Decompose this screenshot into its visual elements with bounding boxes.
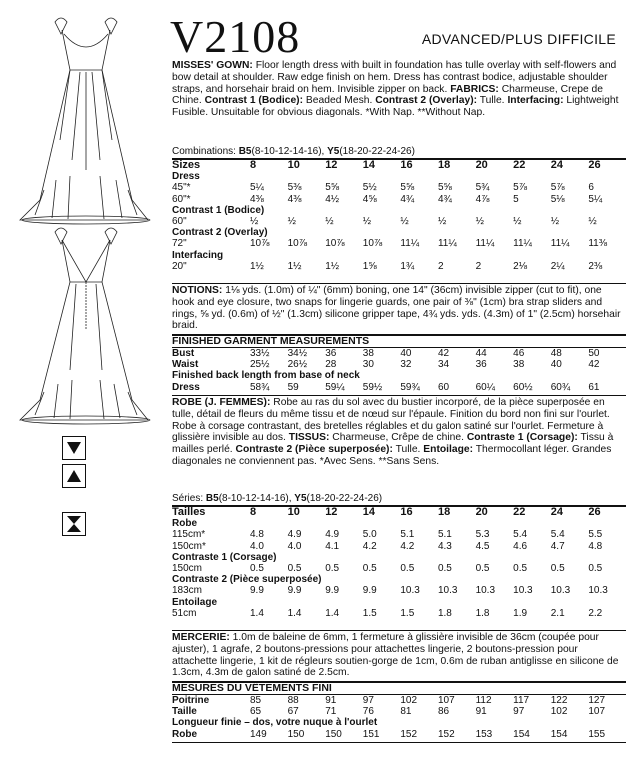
table-cell: Contraste 2 (Pièce superposée)	[172, 574, 322, 586]
table-row	[172, 695, 626, 706]
table-cell: 12	[325, 506, 338, 519]
table-cell: 1¾	[400, 260, 415, 272]
table-cell: 20	[475, 506, 488, 519]
table-cell: 9.9	[362, 585, 377, 597]
table-row	[172, 194, 626, 205]
table-cell: 4¾	[400, 193, 415, 205]
table-cell: 150	[287, 728, 305, 740]
table-cell: 0.5	[362, 563, 377, 575]
en-c1-label: Contrast 1 (Bodice):	[204, 95, 304, 107]
table-cell: Robe	[172, 518, 197, 530]
table-cell: 152	[437, 728, 455, 740]
table-cell: Robe	[172, 728, 197, 740]
table-row	[172, 518, 626, 529]
table-cell: 5⅝	[400, 182, 415, 194]
table-row	[172, 729, 626, 740]
table-cell: 4.8	[588, 540, 603, 552]
table-cell: 60½	[513, 381, 533, 393]
table-row	[172, 563, 626, 574]
table-cell: ½	[362, 216, 372, 228]
table-cell: 60¼	[475, 381, 496, 393]
en-fabrics: Charmeuse, Crepe de Chine.	[172, 83, 603, 107]
table-cell: 18	[437, 506, 451, 519]
table-cell: 5.1	[437, 529, 452, 541]
table-cell: 5¼	[588, 193, 603, 205]
table-cell: 10.3	[513, 585, 533, 597]
table-cell: 11¼	[437, 238, 457, 250]
table-cell: 9.9	[250, 585, 264, 597]
table-cell: 88	[287, 695, 299, 707]
table-row	[172, 706, 626, 717]
table-cell: 44	[475, 348, 487, 360]
table-cell: 97	[362, 695, 374, 707]
table-cell: Sizes	[172, 159, 201, 172]
table-cell: 5.3	[475, 529, 490, 541]
table-cell: 5⅜	[287, 182, 302, 194]
table-cell: 42	[588, 359, 600, 371]
table-cell: 5.4	[513, 529, 528, 541]
table-cell: 150cm*	[172, 540, 206, 552]
table-cell: 60"*	[172, 193, 191, 205]
table-row	[172, 238, 626, 249]
table-cell: 34½	[287, 348, 308, 360]
hourglass-icon	[62, 512, 86, 536]
en-interfacing: Lightweight Fusible. Unsuitable for obvious diagonals. *With Nap. **Without Nap.	[172, 95, 619, 119]
table-cell: 60"	[172, 216, 187, 228]
table-cell: 33½	[250, 348, 270, 360]
table-cell: 1.5	[400, 607, 415, 619]
table-cell: 97	[513, 706, 525, 718]
table-cell: 26	[588, 506, 601, 519]
table-cell: 5.1	[400, 529, 415, 541]
table-cell: ½	[437, 216, 447, 228]
table-cell: 91	[475, 706, 487, 718]
table-cell: 20	[475, 159, 488, 172]
table-cell: Entoilage	[172, 596, 218, 608]
table-cell: 10.3	[437, 585, 458, 597]
table-cell: 107	[588, 706, 606, 718]
finished-measurements-title: FINISHED GARMENT MEASUREMENTS	[172, 335, 370, 347]
gown-front-view	[20, 18, 150, 224]
table-cell: 155	[588, 728, 606, 740]
table-cell: 59¼	[325, 381, 345, 393]
table-cell: 4.6	[513, 540, 528, 552]
table-cell: 5⅝	[325, 182, 340, 194]
table-cell: 4.5	[475, 540, 490, 552]
table-cell: 2	[437, 260, 444, 272]
table-cell: Bust	[172, 348, 195, 360]
table-cell: 4¾	[437, 193, 452, 205]
table-cell: 5⅛	[550, 193, 565, 205]
table-cell: 65	[250, 706, 262, 718]
en-fabrics-label: FABRICS:	[450, 83, 499, 95]
gown-back-view	[20, 228, 150, 424]
table-cell: 60¾	[550, 381, 571, 393]
table-cell: 4.2	[362, 540, 377, 552]
table-cell: 30	[362, 359, 374, 371]
french-measurements-table	[172, 695, 626, 740]
table-cell: Taille	[172, 706, 197, 718]
table-cell: 20"	[172, 260, 187, 272]
table-cell: 4.9	[325, 529, 340, 541]
table-cell: 1.4	[325, 607, 340, 619]
table-cell: 50	[588, 348, 600, 360]
down-triangle-icon	[62, 436, 86, 460]
table-cell: 1.8	[437, 607, 452, 619]
table-row	[172, 507, 626, 518]
table-cell: 16	[400, 506, 413, 519]
table-cell: 40	[400, 348, 412, 360]
table-cell: 0.5	[475, 563, 490, 575]
english-description	[172, 60, 622, 119]
table-cell: 85	[250, 695, 262, 707]
table-cell: 10.3	[400, 585, 420, 597]
table-row	[172, 348, 626, 359]
table-cell: 5.0	[362, 529, 377, 541]
english-yardage-table	[172, 160, 626, 272]
table-cell: 4⅝	[362, 193, 377, 205]
table-cell: 12	[325, 159, 338, 172]
table-cell: 0.5	[513, 563, 528, 575]
en-interfacing-label: Interfacing:	[507, 95, 564, 107]
table-cell: 1½	[250, 260, 264, 272]
table-cell: 4.7	[550, 540, 565, 552]
table-cell: 36	[475, 359, 487, 371]
table-cell: Interfacing	[172, 249, 224, 261]
table-cell: 10	[287, 506, 300, 519]
table-cell: 71	[325, 706, 337, 718]
table-cell: 115cm*	[172, 529, 206, 541]
divider	[172, 395, 626, 396]
table-row	[172, 541, 626, 552]
table-cell: 1.4	[250, 607, 264, 619]
table-cell: 32	[400, 359, 412, 371]
table-cell: 153	[475, 728, 493, 740]
table-cell: 11¼	[400, 238, 420, 250]
table-cell: ½	[250, 216, 259, 228]
table-cell: 0.5	[437, 563, 452, 575]
table-cell: Poitrine	[172, 695, 210, 707]
table-cell: 102	[400, 695, 418, 707]
table-cell: Tailles	[172, 506, 206, 519]
table-cell: 152	[400, 728, 418, 740]
table-cell: 112	[475, 695, 492, 707]
gown-illustrations	[0, 0, 168, 430]
table-cell: 4.0	[287, 540, 302, 552]
table-cell: 4.0	[250, 540, 264, 552]
table-cell: 22	[513, 506, 526, 519]
table-cell: 81	[400, 706, 412, 718]
table-cell: 107	[437, 695, 455, 707]
table-cell: 4.3	[437, 540, 452, 552]
table-cell: 26½	[287, 359, 308, 371]
table-cell: 5⅞	[550, 182, 565, 194]
divider	[172, 283, 626, 284]
table-row	[172, 359, 626, 370]
table-cell: 183cm	[172, 585, 203, 597]
french-mercerie: MERCERIE: 1.0m de baleine de 6mm, 1 fermeture à glissière invisible de 36cm (coupée pour ajuster), 1 agrafe, 2 boutons-pressions pour attachettes lingerie, 2 boutons-pression pour attachette lingerie, 1 kit de régleurs soutien-gorge de 1cm, 0.6m de ruban antiglisse en silicone de 1.3cm, 4.3m de galon satiné de 2.5cm.	[172, 632, 619, 679]
table-cell: ½	[400, 216, 409, 228]
table-cell: 4.9	[287, 529, 302, 541]
table-row	[172, 370, 626, 381]
table-cell: 8	[250, 159, 257, 172]
table-cell: 46	[513, 348, 525, 360]
table-cell: 28	[325, 359, 337, 371]
en-title: MISSES' GOWN:	[172, 60, 253, 71]
table-cell: 102	[550, 706, 568, 718]
table-cell: Contraste 1 (Corsage)	[172, 551, 277, 563]
table-row	[172, 597, 626, 608]
table-cell: 11¼	[513, 238, 532, 250]
table-cell: 76	[362, 706, 374, 718]
table-cell: 59¾	[400, 381, 420, 393]
table-cell: 4⅜	[250, 193, 264, 205]
table-cell: 149	[250, 728, 267, 740]
table-cell: Waist	[172, 359, 199, 371]
table-cell: 150cm	[172, 563, 203, 575]
table-cell: 18	[437, 159, 451, 172]
series-line: Séries: B5(8-10-12-14-16), Y5(18-20-22-24-26)	[172, 493, 383, 504]
table-cell: 154	[550, 728, 568, 740]
table-cell: ½	[475, 216, 484, 228]
table-cell: Longueur finie – dos, votre nuque à l'ourlet	[172, 717, 378, 729]
table-cell: Dress	[172, 381, 200, 393]
english-notions: NOTIONS: 1⅛ yds. (1.0m) of ¼" (6mm) boning, one 14" (36cm) invisible zipper (cut to fit), one hook and eye closure, two snaps for lingerie guards, one pair of ⅜" (1cm) bra strap sliders and rings, ⅝ yd. (0.6m) of ½" (1.3cm) silicone gripper tape, 4¾ yds. yds. (4.3m) of 1" (2.5cm) horsehair braid.	[172, 285, 621, 332]
table-row	[172, 216, 626, 227]
icon-column	[62, 436, 88, 540]
divider	[172, 630, 626, 631]
en-c1: Beaded Mesh.	[305, 95, 373, 107]
table-cell: 2.2	[588, 607, 603, 619]
table-cell: 5¼	[250, 182, 264, 194]
table-cell: 22	[513, 159, 526, 172]
table-cell: 4½	[325, 193, 340, 205]
table-cell: 1.5	[362, 607, 377, 619]
table-row	[172, 574, 626, 585]
table-row	[172, 250, 626, 261]
table-cell: ½	[550, 216, 560, 228]
table-cell: 1.8	[475, 607, 490, 619]
table-cell: 14	[362, 159, 376, 172]
table-cell: 45"*	[172, 182, 191, 194]
table-row	[172, 182, 626, 193]
table-cell: 1½	[325, 260, 340, 272]
table-cell: 2	[475, 260, 482, 272]
table-cell: 1½	[287, 260, 302, 272]
table-cell: 24	[550, 159, 563, 172]
table-cell: 34	[437, 359, 450, 371]
table-cell: 5¾	[475, 182, 490, 194]
table-cell: ½	[325, 216, 334, 228]
table-cell: 59½	[362, 381, 383, 393]
table-cell: 40	[550, 359, 562, 371]
table-cell: 10.3	[550, 585, 571, 597]
up-triangle-icon	[62, 464, 86, 488]
table-cell: 61	[588, 381, 600, 393]
table-cell: 1.4	[287, 607, 302, 619]
table-cell: Contrast 2 (Overlay)	[172, 227, 268, 239]
table-cell: Finished back length from base of neck	[172, 370, 360, 382]
table-cell: 60	[437, 381, 450, 393]
table-cell: 0.5	[550, 563, 565, 575]
english-measurements-table	[172, 348, 626, 393]
table-cell: 16	[400, 159, 413, 172]
table-cell: 11¼	[550, 238, 570, 250]
table-cell: 11¼	[475, 238, 495, 250]
table-row	[172, 382, 626, 393]
table-cell: 10	[287, 159, 300, 172]
table-cell: 4.8	[250, 529, 264, 541]
table-cell: 117	[513, 695, 530, 707]
table-cell: 4⅞	[475, 193, 490, 205]
table-cell: 5½	[362, 182, 377, 194]
table-row	[172, 529, 626, 540]
table-cell: 10.3	[588, 585, 608, 597]
table-cell: 10.3	[475, 585, 496, 597]
table-row	[172, 205, 626, 216]
en-desc: Floor length dress with built in foundation has tulle overlay with self-flowers and bow detail at shoulder. Raw edge finish on hem. Dress has contrast bodice, adjustable shoulder straps, and horsehair braid on hem. Invisible zipper on back.	[172, 60, 617, 95]
table-row	[172, 552, 626, 563]
table-cell: 4.1	[325, 540, 340, 552]
table-cell: 26	[588, 159, 601, 172]
table-cell: 5	[513, 193, 519, 205]
table-cell: 6	[588, 182, 594, 194]
table-cell: 1⅝	[362, 260, 377, 272]
table-cell: 51cm	[172, 607, 197, 619]
table-cell: ½	[588, 216, 597, 228]
table-cell: 72"	[172, 238, 187, 250]
table-cell: 4.2	[400, 540, 415, 552]
table-cell: 2⅛	[513, 260, 528, 272]
table-cell: 38	[362, 348, 374, 360]
table-cell: 42	[437, 348, 450, 360]
table-cell: 10⅞	[250, 238, 270, 250]
table-cell: 48	[550, 348, 562, 360]
table-cell: 127	[588, 695, 606, 707]
table-cell: 91	[325, 695, 337, 707]
table-cell: 10⅞	[362, 238, 383, 250]
table-row	[172, 160, 626, 171]
table-cell: 0.5	[325, 563, 340, 575]
table-cell: 59	[287, 381, 299, 393]
table-cell: 36	[325, 348, 337, 360]
difficulty-label: ADVANCED/PLUS DIFFICILE	[421, 31, 616, 47]
illustration-column	[0, 0, 168, 771]
en-c2-label: Contrast 2 (Overlay):	[375, 95, 478, 107]
table-cell: 10⅞	[325, 238, 345, 250]
table-cell: 2¼	[550, 260, 565, 272]
table-cell: 9.9	[287, 585, 302, 597]
combinations-line: Combinations: B5(8-10-12-14-16), Y5(18-20-22-24-26)	[172, 146, 415, 157]
table-cell: 25½	[250, 359, 270, 371]
table-row	[172, 608, 626, 619]
table-cell: 2.1	[550, 607, 565, 619]
table-cell: 5⅝	[437, 182, 452, 194]
table-cell: 0.5	[588, 563, 603, 575]
table-row	[172, 171, 626, 182]
table-cell: 9.9	[325, 585, 340, 597]
table-cell: Dress	[172, 171, 200, 183]
pattern-number: V2108	[170, 11, 301, 62]
french-yardage-table	[172, 507, 626, 619]
table-cell: ½	[287, 216, 296, 228]
table-cell: 5.5	[588, 529, 603, 541]
table-cell: 0.5	[287, 563, 302, 575]
table-cell: 11⅜	[588, 238, 608, 250]
table-row	[172, 585, 626, 596]
table-cell: Contrast 1 (Bodice)	[172, 204, 265, 216]
table-cell: 0.5	[250, 563, 264, 575]
table-cell: 1.9	[513, 607, 528, 619]
table-cell: 0.5	[400, 563, 415, 575]
table-row	[172, 717, 626, 728]
french-description: ROBE (J. FEMMES): Robe au ras du sol avec du bustier incorporé, de la pièce superposée en tulle, détail de fleurs du même tissu et de nœud sur l'épaule. Finition du bord non fini sur l'ourlet. Robe à corsage contrastant, des bretelles réglables et du galon satiné sur l'ourlet. Fermeture à glissière invisible au dos. TISSUS: Charmeuse, Crêpe de chine. Contraste 1 (Corsage): Tissu à mailles perlé. Contraste 2 (Pièce superposée): Tulle. Entoilage: Thermocollant léger. Grandes diagonales ne conviennent pas. *Avec Sens. **Sans Sens.	[172, 397, 614, 467]
table-row	[172, 227, 626, 238]
table-cell: 38	[513, 359, 525, 371]
table-cell: 67	[287, 706, 299, 718]
table-cell: 4⅜	[287, 193, 302, 205]
table-cell: 122	[550, 695, 568, 707]
en-c2: Tulle.	[479, 95, 505, 107]
table-cell: 154	[513, 728, 530, 740]
french-measurements-title: MESURES DU VÊTEMENTS FINI	[172, 682, 332, 694]
table-cell: 8	[250, 506, 257, 519]
table-cell: 10⅞	[287, 238, 308, 250]
table-cell: 151	[362, 728, 380, 740]
divider	[172, 742, 626, 743]
table-row	[172, 261, 626, 272]
table-cell: 2⅜	[588, 260, 603, 272]
table-cell: ½	[513, 216, 522, 228]
table-cell: 24	[550, 506, 563, 519]
table-cell: 150	[325, 728, 342, 740]
table-cell: 5⅞	[513, 182, 528, 194]
table-cell: 5.4	[550, 529, 565, 541]
table-cell: 58¾	[250, 381, 270, 393]
table-cell: 86	[437, 706, 450, 718]
table-cell: 14	[362, 506, 376, 519]
